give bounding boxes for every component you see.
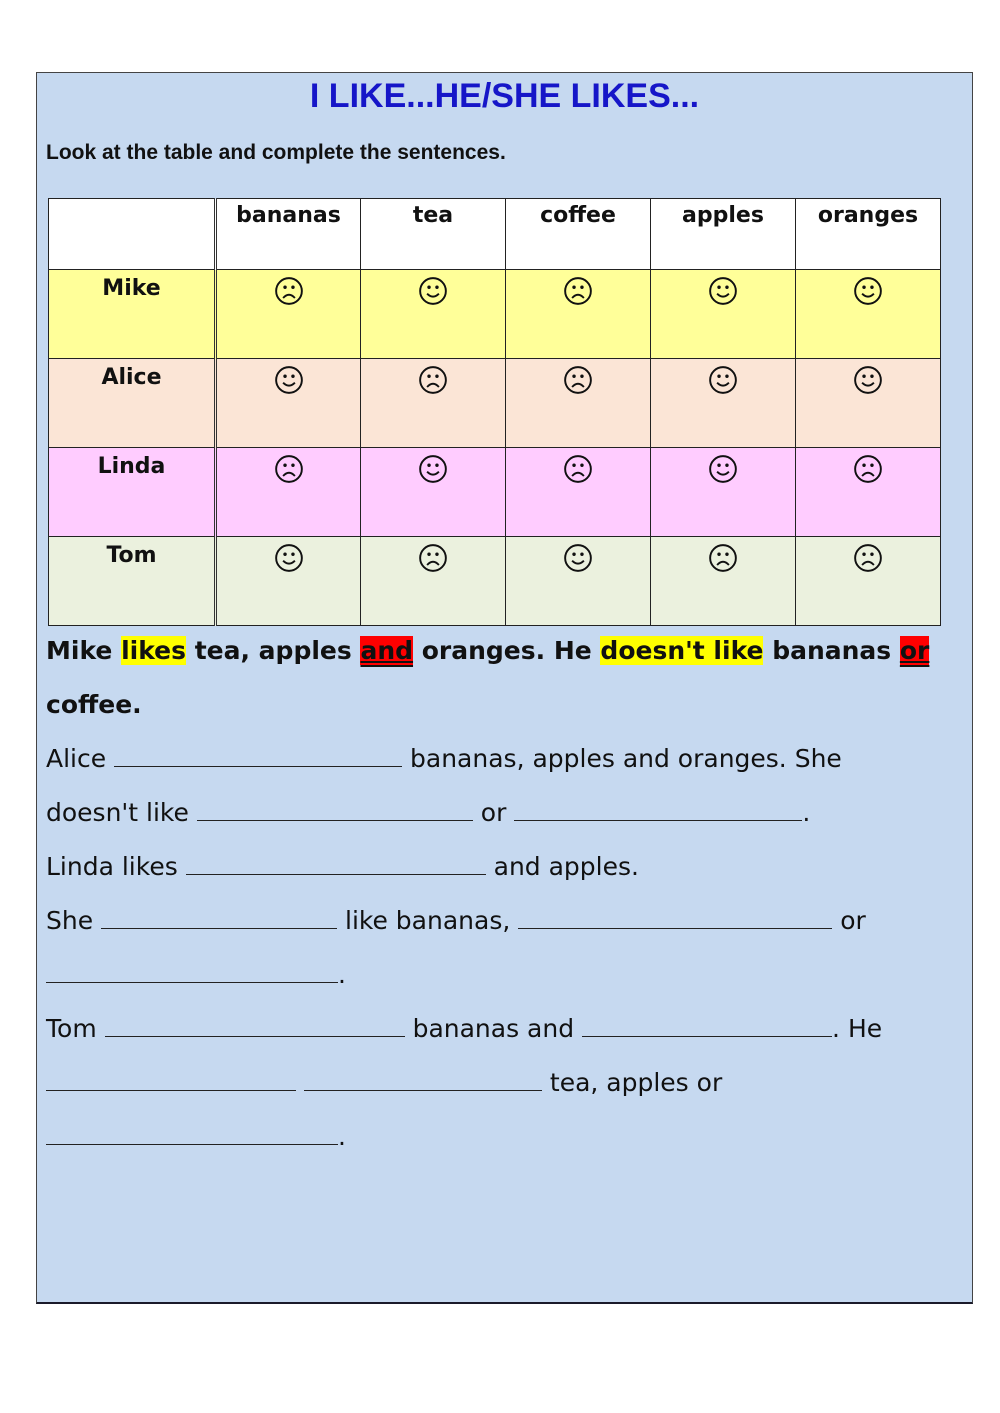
blank-field[interactable] [114, 748, 402, 767]
frowning-face-icon [853, 454, 883, 488]
cell [796, 359, 941, 448]
static-text: bananas, apples and oranges. She [402, 744, 842, 773]
cell [361, 359, 506, 448]
smiley-face-icon [418, 276, 448, 310]
blank-field[interactable] [46, 1072, 296, 1091]
frowning-face-icon [274, 454, 304, 488]
smiley-face-icon [274, 365, 304, 399]
header-bananas: bananas [216, 199, 361, 270]
cell [216, 448, 361, 537]
static-text: tea, apples or [541, 1068, 723, 1097]
cell [361, 537, 506, 626]
header-apples: apples [651, 199, 796, 270]
static-text: . He [832, 1014, 883, 1043]
frowning-face-icon [418, 365, 448, 399]
instruction-text: Look at the table and complete the sentences. [46, 141, 506, 164]
cell [796, 270, 941, 359]
smiley-face-icon [708, 365, 738, 399]
cell [506, 270, 651, 359]
cell [361, 448, 506, 537]
static-text: doesn't like [46, 798, 197, 827]
header-oranges: oranges [796, 199, 941, 270]
cell [651, 448, 796, 537]
frowning-face-icon [418, 543, 448, 577]
frowning-face-icon [274, 276, 304, 310]
example-text: tea, apples [186, 636, 361, 665]
linda-line-2 [46, 894, 942, 948]
row-name: Alice [49, 359, 216, 448]
frowning-face-icon [708, 543, 738, 577]
static-text: or [472, 798, 515, 827]
cell [796, 448, 941, 537]
table-row [49, 537, 941, 626]
blank-field[interactable] [105, 1018, 405, 1037]
smiley-face-icon [708, 276, 738, 310]
table-row [49, 359, 941, 448]
tom-line-2 [46, 1056, 942, 1110]
static-text [296, 1068, 304, 1097]
exercise-sentences [46, 732, 942, 1164]
row-name: Tom [49, 537, 216, 626]
linda-line-1 [46, 840, 942, 894]
example-sentence [46, 624, 942, 732]
cell [216, 537, 361, 626]
cell [796, 537, 941, 626]
table-row [49, 270, 941, 359]
smiley-face-icon [853, 365, 883, 399]
cell [216, 359, 361, 448]
static-text: . [802, 798, 811, 827]
cell [651, 270, 796, 359]
frowning-face-icon [563, 276, 593, 310]
blank-field[interactable] [46, 964, 338, 983]
smiley-face-icon [563, 543, 593, 577]
frowning-face-icon [563, 365, 593, 399]
blank-field[interactable] [304, 1072, 542, 1091]
header-tea: tea [361, 199, 506, 270]
highlight-doesnt-like: doesn't like [600, 636, 764, 665]
worksheet-title: I LIKE...HE/SHE LIKES... [309, 77, 700, 115]
highlight-and: and [360, 636, 414, 665]
tom-line-3 [46, 1110, 942, 1164]
example-text: bananas [763, 636, 900, 665]
blank-field[interactable] [582, 1018, 832, 1037]
static-text: Alice [46, 744, 115, 773]
preferences-table [48, 198, 941, 626]
smiley-face-icon [274, 543, 304, 577]
cell [651, 537, 796, 626]
smiley-face-icon [708, 454, 738, 488]
static-text: like bananas, [337, 906, 519, 935]
blank-field[interactable] [186, 856, 486, 875]
example-text: oranges. He [413, 636, 601, 665]
frowning-face-icon [853, 543, 883, 577]
smiley-face-icon [853, 276, 883, 310]
blank-field[interactable] [518, 910, 832, 929]
linda-line-3 [46, 948, 942, 1002]
cell [651, 359, 796, 448]
alice-line-1 [46, 732, 942, 786]
worksheet [36, 72, 973, 1304]
cell [506, 359, 651, 448]
table-header-row [49, 199, 941, 270]
static-text: and apples. [485, 852, 639, 881]
blank-field[interactable] [101, 910, 337, 929]
header-blank [49, 199, 216, 270]
example-text: Mike [46, 636, 122, 665]
static-text: She [46, 906, 102, 935]
frowning-face-icon [563, 454, 593, 488]
static-text: Tom [46, 1014, 105, 1043]
cell [361, 270, 506, 359]
row-name: Linda [49, 448, 216, 537]
highlight-or: or [899, 636, 930, 665]
highlight-likes: likes [121, 636, 186, 665]
smiley-face-icon [418, 454, 448, 488]
example-text: coffee. [46, 690, 142, 719]
cell [506, 448, 651, 537]
blank-field[interactable] [197, 802, 473, 821]
static-text: bananas and [404, 1014, 583, 1043]
static-text: . [338, 1122, 346, 1151]
static-text: Linda likes [46, 852, 186, 881]
blank-field[interactable] [514, 802, 802, 821]
table-row [49, 448, 941, 537]
static-text: or [832, 906, 866, 935]
alice-line-2 [46, 786, 942, 840]
header-coffee: coffee [506, 199, 651, 270]
blank-field[interactable] [46, 1126, 338, 1145]
static-text: . [338, 960, 346, 989]
row-name: Mike [49, 270, 216, 359]
cell [216, 270, 361, 359]
tom-line-1 [46, 1002, 942, 1056]
cell [506, 537, 651, 626]
